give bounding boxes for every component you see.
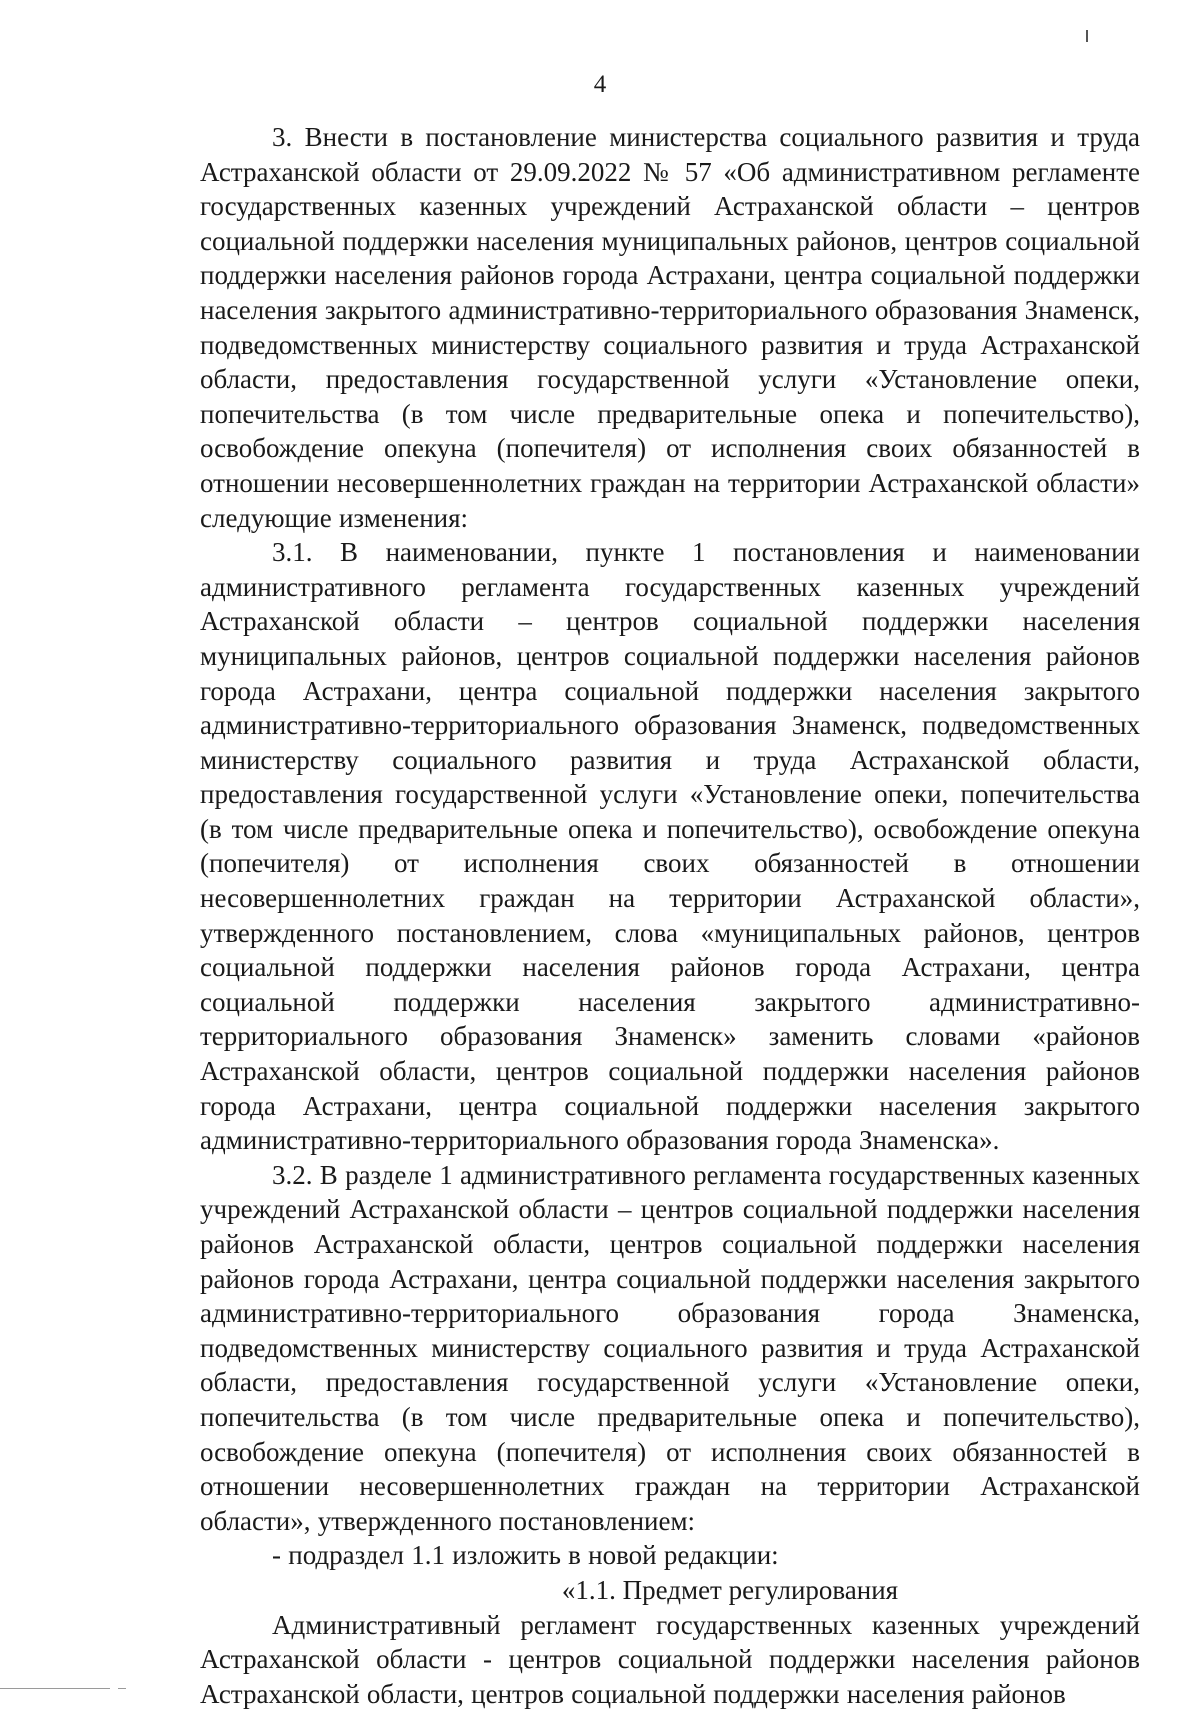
document-body <box>200 120 1140 1711</box>
subsection-heading: «1.1. Предмет регулирования <box>561 1574 899 1605</box>
scan-artifact-dash <box>118 1688 126 1689</box>
paragraph-3: 3. Внести в постановление министерства социального развития и труда Астраханской области от 29.09.2022 № 57 «Об административном регламенте государственных казенных учреждений Астраханской области – центров социальной поддержки населения муниципальных районов, центров социальной поддержки населения районов города Астрахани, центра социальной поддержки населения закрытого административно-территориального образования Знаменск, подведомственных министерству социального развития и труда Астраханской области, предоставления государственной услуги «Установление опеки, попечительства (в том числе предварительные опека и попечительство), освобождение опекуна (попечителя) от исполнения своих обязанностей в отношении несовершеннолетних граждан на территории Астраханской области» следующие изменения: <box>200 122 1140 533</box>
paragraph-subsection-note: - подраздел 1.1 изложить в новой редакции: <box>272 1540 779 1571</box>
scan-mark <box>1086 30 1088 42</box>
paragraph-3-1: 3.1. В наименовании, пункте 1 постановления и наименовании административного регламента государственных казенных учреждений Астраханской области – центров социальной поддержки населения муниципальных районов, центров социальной поддержки населения районов города Астрахани, центра социальной поддержки населения закрытого административно-территориального образования Знаменск, подведомственных министерству социального развития и труда Астраханской области, предоставления государственной услуги «Установление опеки, попечительства (в том числе предварительные опека и попечительство), освобождение опекуна (попечителя) от исполнения своих обязанностей в отношении несовершеннолетних граждан на территории Астраханской области», утвержденного постановлением, слова «муниципальных районов, центров социальной поддержки населения районов города Астрахани, центра социальной поддержки населения закрытого административно-территориального образования Знаменск» заменить словами «районов Астраханской области, центров социальной поддержки населения районов города Астрахани, центра социальной поддержки населения закрытого административно-территориального образования города Знаменска». <box>200 537 1140 1156</box>
paragraph-regulation-text: Административный регламент государственных казенных учреждений Астраханской области - центров социальной поддержки населения районов Астраханской области, центров социальной поддержки населения районов <box>200 1609 1140 1709</box>
page-number: 4 <box>593 71 607 98</box>
paragraph-3-2: 3.2. В разделе 1 административного регламента государственных казенных учреждений Астраханской области – центров социальной поддержки населения районов Астраханской области, центров социальной поддержки населения районов города Астрахани, центра социальной поддержки населения закрытого административно-территориального образования города Знаменска, подведомственных министерству социального развития и труда Астраханской области, предоставления государственной услуги «Установление опеки, попечительства (в том числе предварительные опека и попечительство), освобождение опекуна (попечителя) от исполнения своих обязанностей в отношении несовершеннолетних граждан на территории Астраханской области», утвержденного постановлением: <box>200 1159 1140 1536</box>
scan-artifact-line <box>0 1688 110 1689</box>
